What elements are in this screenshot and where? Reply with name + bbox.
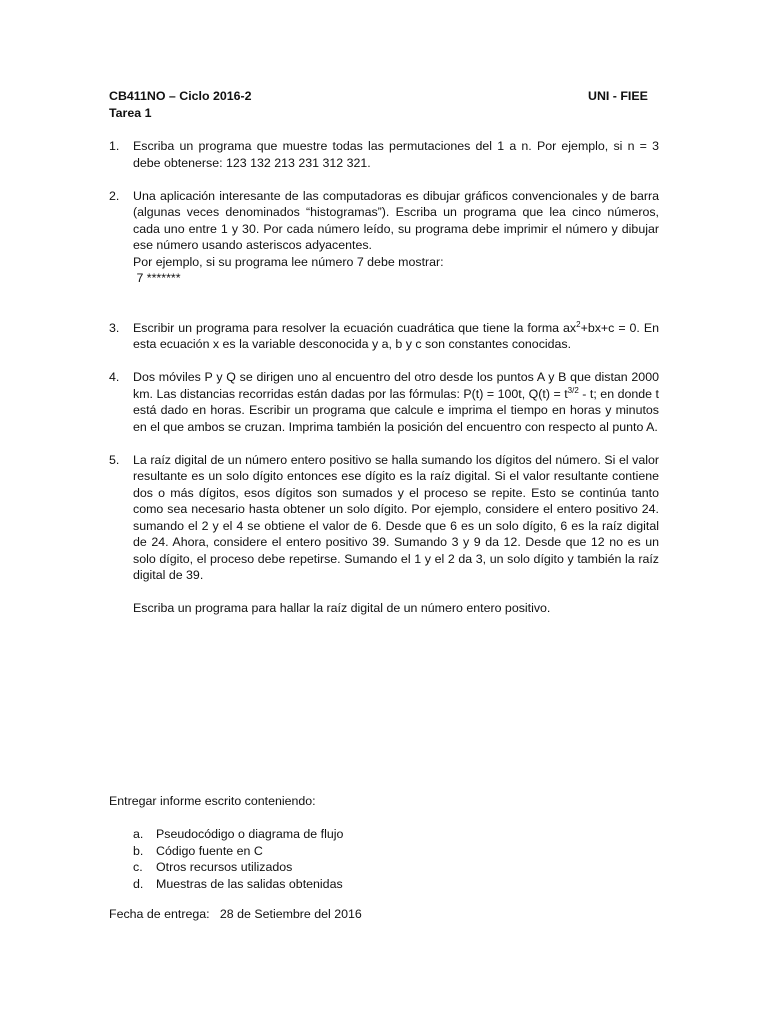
exercise-2 — [109, 188, 659, 287]
deliverable-text: Otros recursos utilizados — [156, 860, 293, 874]
exercise-text-part: +bx+c = 0. En esta ecuación x es la variable desconocida y a, b y c son constantes conocidas. — [133, 320, 660, 351]
deliverable-letter: b. — [133, 843, 144, 858]
deliverable-letter: c. — [133, 860, 143, 874]
deliverable-text: Pseudocódigo o diagrama de flujo — [156, 827, 344, 841]
due-date-line — [109, 906, 659, 923]
exercise-list — [109, 138, 659, 633]
deliverable-item — [109, 843, 659, 860]
deliverable-letter: d. — [133, 876, 144, 891]
deliverable-text: Código fuente en C — [156, 843, 263, 858]
exponent: 2 — [576, 319, 581, 329]
deliverables — [109, 793, 659, 892]
exercise-4 — [109, 369, 659, 435]
header-left — [109, 88, 409, 121]
exercise-number: 4. — [109, 370, 120, 384]
exercise-text: Una aplicación interesante de las computadoras es dibujar gráficos convencionales y de barra (algunas veces denominados “histogramas”). Escriba un programa que lea cinco números, cada uno entre 1 y 30. Por cada número leído, su programa debe imprimir el número y dibujar ese número usando asteriscos adyacentes. — [133, 188, 659, 252]
exercise-text — [133, 320, 659, 353]
deliverable-text: Muestras de las salidas obtenidas — [156, 876, 343, 891]
exercise-1 — [109, 138, 659, 171]
deliverables-intro: Entregar informe escrito conteniendo: — [109, 794, 316, 808]
deliverable-item — [109, 859, 659, 876]
exercise-text-part: Escribir un programa para resolver la ecuación cuadrática que tiene la forma ax — [133, 320, 577, 335]
exercise-text-2: Escriba un programa para hallar la raíz digital de un número entero positivo. — [133, 601, 551, 615]
exercise-text-part: Dos móviles P y Q se dirigen uno al encuentro del otro desde los puntos A y B que distan 2000 km. Las distancias recorridas están dadas por las fórmulas: P(t) = 100t, Q(t) = t — [133, 370, 659, 401]
exercise-example: Por ejemplo, si su programa lee número 7 debe mostrar: — [133, 254, 444, 269]
exercise-number: 1. — [109, 139, 120, 153]
assignment-title: Tarea 1 — [109, 105, 152, 120]
exercise-3 — [109, 320, 659, 353]
exercise-number: 3. — [109, 320, 120, 335]
exercise-number: 5. — [109, 452, 120, 467]
exercise-text: Escriba un programa que muestre todas las permutaciones del 1 a n. Por ejemplo, si n = 3 debe obtenerse: 123 132 213 231 312 321. — [133, 139, 659, 170]
deliverable-item — [109, 876, 659, 893]
exercise-text — [133, 369, 659, 435]
deliverables-list — [109, 826, 659, 892]
exponent: 3/2 — [567, 385, 579, 395]
due-date-value: 28 de Setiembre del 2016 — [219, 907, 362, 921]
course-code: CB411NO – Ciclo 2016-2 — [109, 89, 252, 103]
exercise-text: La raíz digital de un número entero positivo se halla sumando los dígitos del número. Si el valor resultante es un solo dígito entonces ese dígito es la raíz digital. Si el valor resultante contiene dos o más dígitos, esos dígitos son sumados y el proceso se repite. Esto se continúa tanto como sea necesario hasta obtener un solo dígito. Por ejemplo, considere el entero positivo 24. sumando el 2 y el 4 se obtiene el valor de 6. Desde que 6 es un solo dígito, 6 es la raíz digital de 24. Ahora, considere el entero positivo 39. Sumando 3 y 9 da 12. Desde que 12 no es un solo dígito, el proceso debe repetirse. Sumando el 1 y el 2 da 3, un solo dígito y también la raíz digital de 39. — [133, 452, 659, 582]
exercise-number: 2. — [109, 188, 120, 203]
due-date-label: Fecha de entrega: — [109, 907, 210, 921]
exercise-text-part: - t; en donde t está dado en horas. Escribir un programa que calcule e imprima el tiempo en horas y minutos en el que ambos se cruzan. Imprima también la posición del encuentro con respecto al punto A. — [133, 386, 659, 434]
institution: UNI - FIEE — [588, 89, 648, 103]
exercise-5 — [109, 452, 659, 617]
exercise-example-output: 7 ******* — [133, 271, 181, 285]
deliverable-item — [109, 826, 659, 843]
deliverable-letter: a. — [133, 827, 144, 841]
